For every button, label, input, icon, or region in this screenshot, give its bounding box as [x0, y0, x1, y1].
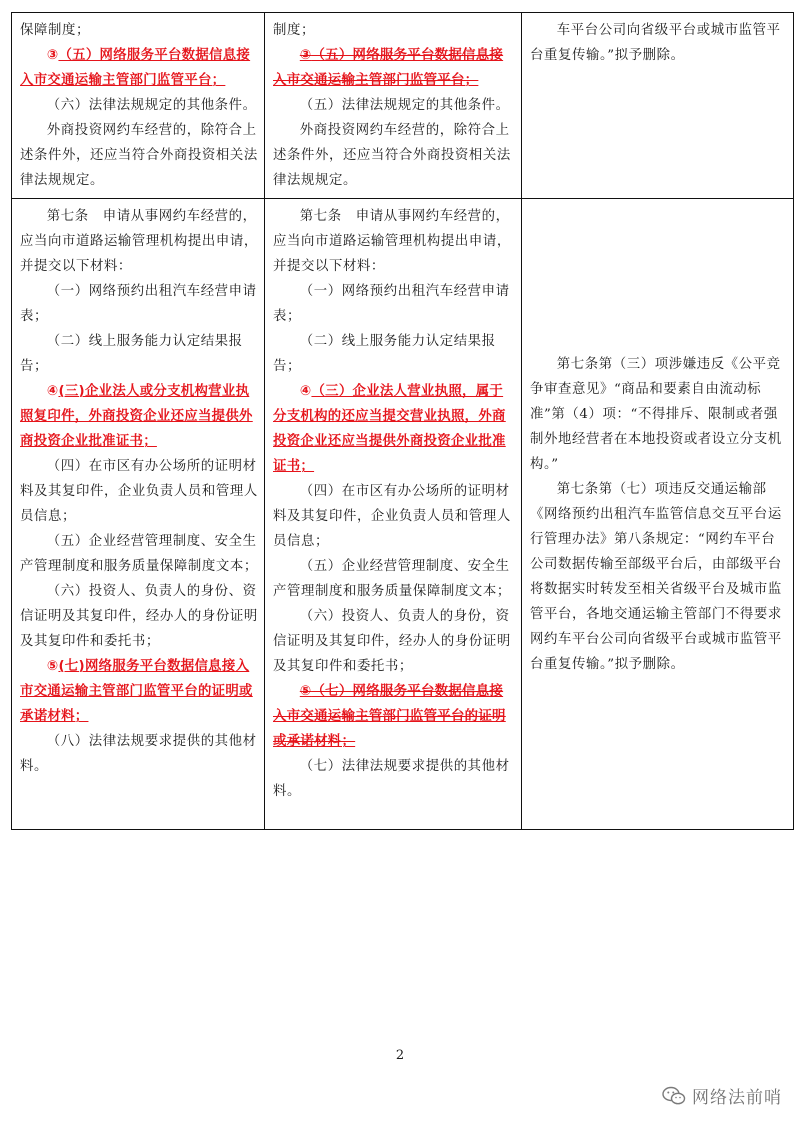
row1-col2-item3-deleted — [273, 43, 515, 93]
row2-revised-cell — [265, 199, 522, 830]
highlight-text: （三）企业法人营业执照，属于分支机构的还应当提交营业执照，外商投资企业还应当提供外商投资企业批准证书； — [273, 384, 506, 474]
row1-note-cell — [522, 13, 794, 199]
highlight-text: （五）网络服务平台数据信息接入市交通运输主管部门监管平台； — [20, 48, 251, 88]
row2-col3-para2: 第七条第（七）项违反交通运输部《网络预约出租汽车监管信息交互平台运行管理办法》第八条规定：“网约车平台公司数据传输至部级平台后，由部级平台将数据实时转发至相关省级平台及城市监管平台，各地交通运输主管部门不得要求网约车平台公司向省级平台或城市监管平台重复传输。”拟予删除。 — [530, 481, 782, 672]
row2-col2-item3-highlight — [273, 379, 515, 479]
row1-col2-foreign: 外商投资网约车经营的，除符合上述条件外，还应当符合外商投资相关法律法规规定。 — [273, 123, 511, 188]
row1-col1-item6: （六）法律法规规定的其他条件。 — [46, 98, 257, 113]
circled-number: ⑤ — [299, 684, 312, 699]
row1-col1-item3-highlight — [20, 43, 258, 93]
row1-col2-line1: 制度； — [273, 23, 315, 38]
circled-number: ③ — [299, 48, 312, 63]
table-row — [12, 13, 794, 199]
row2-col1-item1: （一）网络预约出租汽车经营申请表； — [20, 284, 257, 324]
comparison-table — [11, 12, 794, 830]
row2-col1-item2: （二）线上服务能力认定结果报告； — [20, 334, 243, 374]
row2-col2-item6: （六）投资人、负责人的身份，资信证明及其复印件，经办人的身份证明及其复印件和委托书； — [273, 609, 511, 674]
watermark — [662, 1083, 782, 1108]
row2-col2-intro: 第七条 申请从事网约车经营的，应当向市道路运输管理机构提出申请，并提交以下材料： — [273, 209, 511, 274]
row2-col1-item7-highlight — [20, 654, 258, 729]
row2-col2-item4: （四）在市区有办公场所的证明材料及其复印件，企业负责人员和管理人员信息； — [273, 484, 511, 549]
row2-col1-item5: （五）企业经营管理制度、安全生产管理制度和服务质量保障制度文本； — [20, 534, 258, 574]
wechat-icon — [662, 1086, 686, 1106]
row2-original-cell — [12, 199, 265, 830]
row1-original-cell — [12, 13, 265, 199]
deleted-text: （七）网络服务平台数据信息接入市交通运输主管部门监管平台的证明或承诺材料； — [273, 684, 506, 749]
table-row — [12, 199, 794, 830]
row2-col2-item8: （七）法律法规要求提供的其他材料。 — [273, 759, 510, 799]
circled-number: ③ — [46, 48, 59, 63]
circled-number: ④ — [46, 384, 59, 399]
row1-col3-text: 车平台公司向省级平台或城市监管平台重复传输。”拟予删除。 — [530, 23, 781, 63]
row2-col2-item2: （二）线上服务能力认定结果报告； — [273, 334, 496, 374]
row2-col1-item4plain: （四）在市区有办公场所的证明材料及其复印件，企业负责人员和管理人员信息； — [20, 459, 258, 524]
row2-col1-item4-highlight — [20, 379, 258, 454]
row2-col1-item6: （六）投资人、负责人的身份、资信证明及其复印件，经办人的身份证明及其复印件和委托书； — [20, 584, 258, 649]
row2-note-cell — [522, 199, 794, 830]
row2-col1-intro: 第七条 申请从事网约车经营的，应当向市道路运输管理机构提出申请，并提交以下材料： — [20, 209, 258, 274]
deleted-text: （五）网络服务平台数据信息接入市交通运输主管部门监管平台； — [273, 48, 504, 88]
row2-col2-item1: （一）网络预约出租汽车经营申请表； — [273, 284, 510, 324]
circled-number: ④ — [299, 384, 312, 399]
highlight-text: (七)网络服务平台数据信息接入市交通运输主管部门监管平台的证明或承诺材料； — [20, 659, 253, 724]
row1-col1-line1: 保障制度； — [20, 23, 90, 38]
highlight-text: (三)企业法人或分支机构营业执照复印件，外商投资企业还应当提供外商投资企业批准证书； — [20, 384, 253, 449]
page-number: 2 — [395, 1048, 405, 1063]
row1-col2-item5: （五）法律法规规定的其他条件。 — [299, 98, 510, 113]
row1-revised-cell — [265, 13, 522, 199]
row2-col1-item8: （八）法律法规要求提供的其他材料。 — [20, 734, 257, 774]
circled-number: ⑤ — [46, 659, 59, 674]
row2-col2-item7-deleted — [273, 679, 515, 754]
row1-col1-foreign: 外商投资网约车经营的，除符合上述条件外，还应当符合外商投资相关法律法规规定。 — [20, 123, 258, 188]
row2-col2-item5: （五）企业经营管理制度、安全生产管理制度和服务质量保障制度文本； — [273, 559, 511, 599]
row2-col3-para1: 第七条第（三）项涉嫌违反《公平竞争审查意见》“商品和要素自由流动标准”第（4）项：“不得排斥、限制或者强制外地经营者在本地投资或者设立分支机构。” — [530, 356, 782, 472]
watermark-text: 网络法前哨 — [692, 1088, 782, 1108]
